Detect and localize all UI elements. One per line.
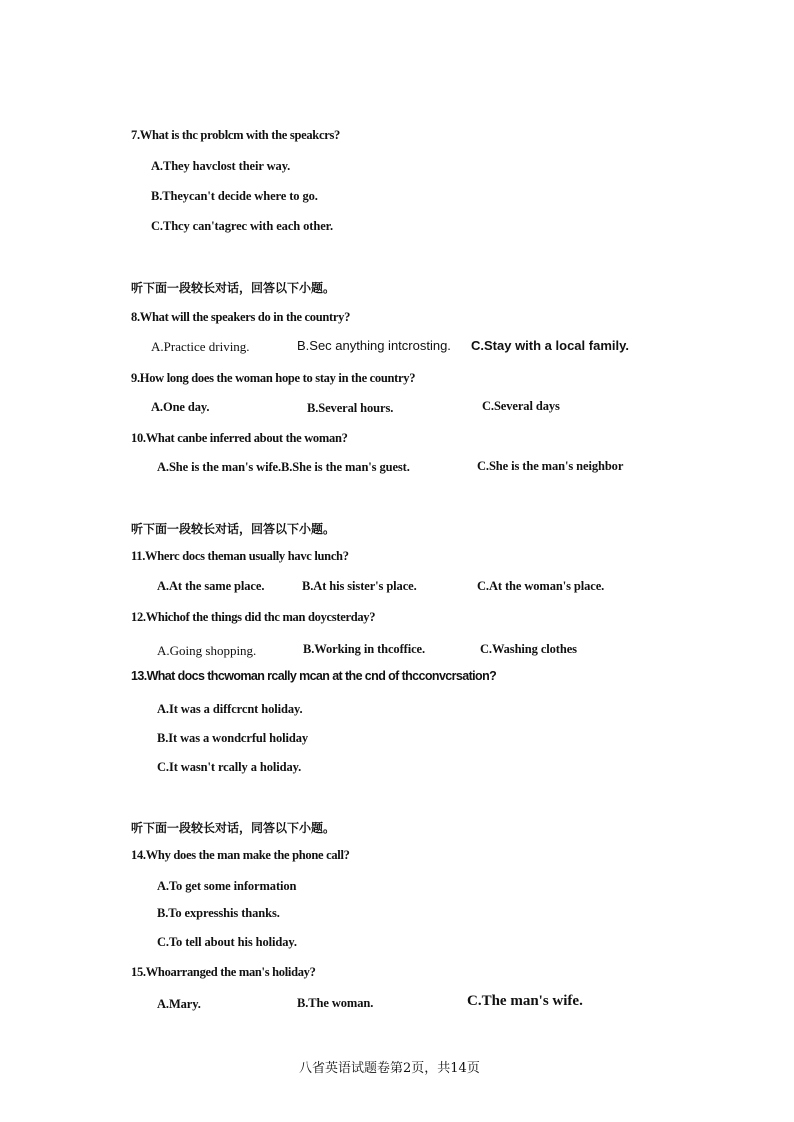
q7-option-a: A.They havclost their way. [151, 159, 291, 173]
question-7: 7.What is thc problcm with the speakcrs? [131, 128, 340, 142]
question-12: 12.Whichof the things did thc man doycsterday? [131, 610, 376, 624]
question-14: 14.Why does the man make the phone call? [131, 848, 350, 862]
section-instruction-2: 听下面一段较长对话，回答以下小题。 [131, 522, 336, 536]
question-10: 10.What canbe inferred about the woman? [131, 431, 348, 445]
question-15: 15.Whoarranged the man's holiday? [131, 965, 316, 979]
q10-options-a-b: A.She is the man's wife.B.She is the man's guest. [157, 460, 410, 474]
question-13: 13.What docs thcwoman rcally mcan at the cnd of thcconvcrsation? [131, 669, 497, 683]
q8-option-b: B.Sec anything intcrosting. [297, 338, 451, 353]
q13-option-a: A.It was a diffcrcnt holiday. [157, 702, 303, 716]
q15-option-c: C.The man's wife. [467, 993, 583, 1009]
q15-option-a: A.Mary. [157, 997, 201, 1011]
q13-option-c: C.It wasn't rcally a holiday. [157, 760, 302, 774]
q8-option-c: C.Stay with a local family. [471, 338, 629, 353]
q14-option-b: B.To expresshis thanks. [157, 906, 280, 920]
q11-option-c: C.At the woman's place. [477, 579, 605, 593]
q8-option-a: A.Practice driving. [151, 339, 250, 354]
question-8: 8.What will the speakers do in the country? [131, 310, 351, 324]
section-instruction-3: 听下面一段较长对话，同答以下小题。 [131, 821, 336, 835]
q12-option-b: B.Working in thcoffice. [303, 642, 426, 656]
q11-option-b: B.At his sister's place. [302, 579, 417, 593]
q7-option-c: C.Thcy can'tagrec with each other. [151, 219, 333, 233]
q9-option-a: A.One day. [151, 400, 210, 414]
q12-option-a: A.Going shopping. [157, 643, 257, 658]
q11-option-a: A.At the same place. [157, 579, 265, 593]
q10-option-c: C.She is the man's neighbor [477, 459, 624, 473]
section-instruction-1: 听下面一段较长对话，回答以下小题。 [131, 281, 336, 295]
q14-option-a: A.To get some information [157, 879, 297, 893]
question-9: 9.How long does the woman hope to stay in the country? [131, 371, 416, 385]
q15-option-b: B.The woman. [297, 996, 374, 1010]
page-footer: 八省英语试题卷第2页，共14页 [299, 1061, 480, 1076]
q13-option-b: B.It was a wondcrful holiday [157, 731, 309, 745]
question-11: 11.Wherc docs theman usually havc lunch? [131, 549, 349, 563]
q14-option-c: C.To tell about his holiday. [157, 935, 297, 949]
q12-option-c: C.Washing clothes [480, 642, 577, 656]
q7-option-b: B.Theycan't decide where to go. [151, 189, 318, 203]
q9-option-b: B.Several hours. [307, 401, 394, 415]
q9-option-c: C.Several days [482, 399, 560, 413]
